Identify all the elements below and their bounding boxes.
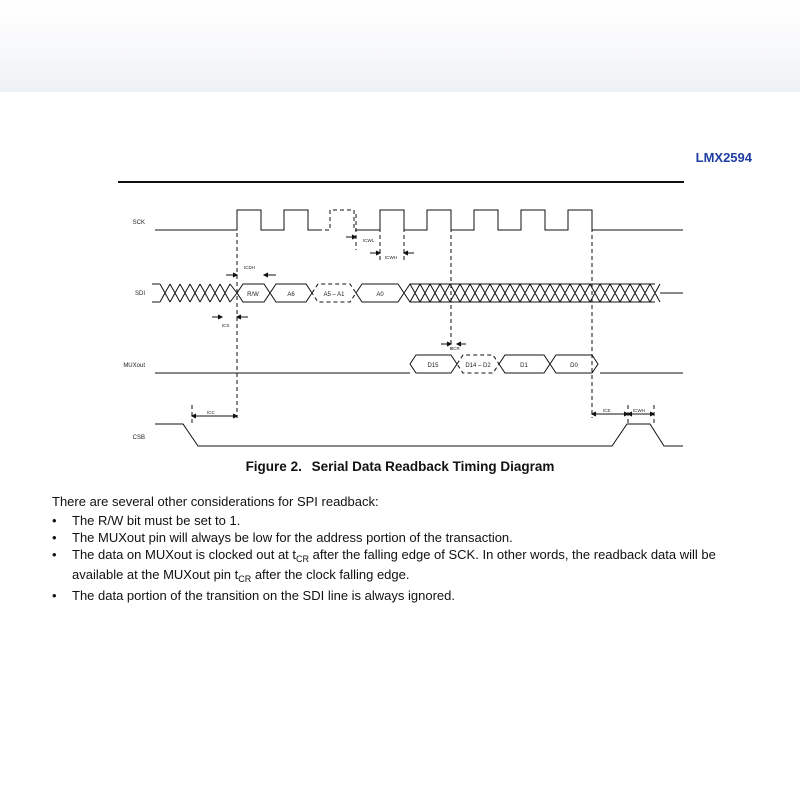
- timing-label-tce: tCE: [603, 408, 611, 413]
- bullet-text-3a: The data on MUXout is clocked out at t: [72, 547, 297, 562]
- bullet-text-1: The R/W bit must be set to 1.: [72, 513, 241, 528]
- subscript-cr-2: CR: [238, 574, 252, 584]
- sck-waveform-dashed: [318, 210, 356, 230]
- timing-label-tcdh: tCDH: [244, 265, 255, 270]
- timing-diagram: [0, 190, 800, 460]
- figure-number: Figure 2.: [245, 459, 302, 474]
- bullet-item-2: [52, 530, 762, 546]
- document-id: LMX2594: [695, 150, 752, 165]
- signal-label-muxout: MUXout: [123, 363, 145, 369]
- csb-waveform: [155, 424, 683, 446]
- figure-caption: [0, 459, 800, 474]
- mux-label-d0: D0: [570, 363, 578, 369]
- bullet-text-3c: after the clock falling edge.: [251, 567, 410, 582]
- figure-title: Serial Data Readback Timing Diagram: [311, 459, 555, 474]
- bullet-item-3: [52, 547, 762, 587]
- signal-label-csb: CSB: [132, 435, 145, 441]
- mux-label-d1: D1: [520, 363, 528, 369]
- header-band: [0, 0, 800, 92]
- signal-label-sck: SCK: [132, 220, 145, 226]
- bullet-item-4: [52, 588, 762, 604]
- sdi-label-a0: A0: [376, 292, 384, 298]
- arrow-tcwl: [346, 235, 356, 239]
- sdi-crosshatch-left: [152, 284, 237, 302]
- timing-label-tcwh2: tCWH: [633, 408, 645, 413]
- timing-label-tcs: tCS: [222, 323, 230, 328]
- timing-label-tcwh: tCWH: [385, 255, 397, 260]
- bullet-text-3b: after the falling edge of SCK. In other words, the readback data will be available at the MUXout pin t: [72, 547, 716, 582]
- arrow-tcs: [212, 315, 248, 319]
- mux-label-d15: D15: [427, 363, 439, 369]
- bullet-text-4: The data portion of the transition on the SDI line is always ignored.: [72, 588, 455, 603]
- arrow-tcdh: [226, 273, 276, 277]
- bullet-list: [52, 513, 762, 604]
- body-section: [52, 494, 762, 605]
- subscript-cr-1: CR: [296, 554, 310, 564]
- header-rule: [118, 181, 684, 183]
- timing-label-tcr: tCR: [452, 346, 460, 351]
- timing-label-tcc: tCC: [207, 410, 215, 415]
- timing-label-tcwl: tCWL: [363, 238, 375, 243]
- sck-waveform-2: [356, 210, 683, 230]
- sdi-label-rw: R/W: [247, 292, 259, 298]
- intro-paragraph: There are several other considerations for SPI readback:: [52, 494, 379, 509]
- sdi-label-a5a1: A5 – A1: [323, 292, 345, 298]
- bullet-item-1: [52, 513, 762, 529]
- mux-label-d14d2: D14 – D2: [465, 363, 491, 369]
- signal-label-sdi: SDI: [134, 291, 145, 297]
- sdi-crosshatch-right: [404, 284, 683, 302]
- bullet-text-2: The MUXout pin will always be low for the address portion of the transaction.: [72, 530, 513, 545]
- sdi-label-a6: A6: [287, 292, 295, 298]
